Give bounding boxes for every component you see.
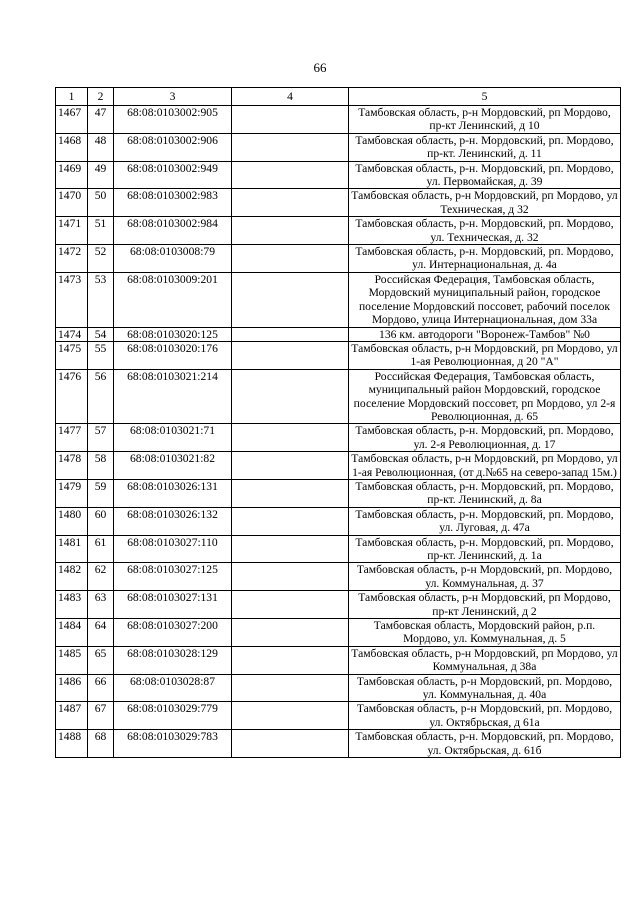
row-index-cell: 67 bbox=[88, 702, 114, 730]
row-index-cell: 63 bbox=[88, 591, 114, 619]
column-4-cell bbox=[232, 702, 349, 730]
table-body bbox=[56, 106, 621, 758]
cadastral-number-cell: 68:08:0103020:176 bbox=[114, 341, 232, 369]
cadastral-number-cell: 68:08:0103002:949 bbox=[114, 161, 232, 189]
row-index-cell: 60 bbox=[88, 507, 114, 535]
row-number-cell: 1467 bbox=[56, 106, 88, 134]
cadastral-number-cell: 68:08:0103021:71 bbox=[114, 424, 232, 452]
address-cell: Тамбовская область, р-н. Мордовский, рп. Мордово, ул. Луговая, д. 47а bbox=[349, 507, 621, 535]
table-row bbox=[56, 189, 621, 217]
row-index-cell: 57 bbox=[88, 424, 114, 452]
cadastral-number-cell: 68:08:0103009:201 bbox=[114, 272, 232, 327]
column-4-cell bbox=[232, 674, 349, 702]
row-index-cell: 54 bbox=[88, 327, 114, 341]
row-number-cell: 1484 bbox=[56, 619, 88, 647]
cadastral-number-cell: 68:08:0103026:132 bbox=[114, 507, 232, 535]
table-row bbox=[56, 452, 621, 480]
cadastral-number-cell: 68:08:0103008:79 bbox=[114, 245, 232, 273]
table-row bbox=[56, 535, 621, 563]
cadastral-number-cell: 68:08:0103002:984 bbox=[114, 217, 232, 245]
row-number-cell: 1480 bbox=[56, 507, 88, 535]
address-cell: Тамбовская область, Мордовский район, р.п. Мордово, ул. Коммунальная, д. 5 bbox=[349, 619, 621, 647]
table-row bbox=[56, 369, 621, 424]
registry-table bbox=[55, 87, 621, 758]
table-row bbox=[56, 106, 621, 134]
table-row bbox=[56, 245, 621, 273]
column-header-1: 1 bbox=[56, 88, 88, 106]
column-header-5: 5 bbox=[349, 88, 621, 106]
table-row bbox=[56, 674, 621, 702]
address-cell: Тамбовская область, р-н Мордовский, рп. Мордово, ул. Коммунальная, д. 40а bbox=[349, 674, 621, 702]
row-number-cell: 1468 bbox=[56, 133, 88, 161]
column-4-cell bbox=[232, 730, 349, 758]
table-row bbox=[56, 424, 621, 452]
address-cell: Тамбовская область, р-н Мордовский, рп Мордово, пр-кт Ленинский, д 2 bbox=[349, 591, 621, 619]
cadastral-number-cell: 68:08:0103002:905 bbox=[114, 106, 232, 134]
column-4-cell bbox=[232, 327, 349, 341]
table-header bbox=[56, 88, 621, 106]
row-number-cell: 1472 bbox=[56, 245, 88, 273]
cadastral-number-cell: 68:08:0103021:214 bbox=[114, 369, 232, 424]
table-row bbox=[56, 619, 621, 647]
row-number-cell: 1485 bbox=[56, 646, 88, 674]
row-index-cell: 64 bbox=[88, 619, 114, 647]
table-row bbox=[56, 217, 621, 245]
column-4-cell bbox=[232, 535, 349, 563]
column-4-cell bbox=[232, 189, 349, 217]
row-index-cell: 55 bbox=[88, 341, 114, 369]
column-4-cell bbox=[232, 245, 349, 273]
row-index-cell: 66 bbox=[88, 674, 114, 702]
row-index-cell: 49 bbox=[88, 161, 114, 189]
address-cell: Тамбовская область, р-н Мордовский, рп Мордово, ул 1-ая Революционная, (от д.№65 на северо-запад 15м.) bbox=[349, 452, 621, 480]
column-header-2: 2 bbox=[88, 88, 114, 106]
cadastral-number-cell: 68:08:0103027:125 bbox=[114, 563, 232, 591]
row-number-cell: 1473 bbox=[56, 272, 88, 327]
row-number-cell: 1476 bbox=[56, 369, 88, 424]
row-number-cell: 1486 bbox=[56, 674, 88, 702]
row-number-cell: 1487 bbox=[56, 702, 88, 730]
address-cell: Тамбовская область, р-н Мордовский, рп Мордово, пр-кт Ленинский, д 10 bbox=[349, 106, 621, 134]
table-row bbox=[56, 133, 621, 161]
cadastral-number-cell: 68:08:0103027:110 bbox=[114, 535, 232, 563]
address-cell: Тамбовская область, р-н. Мордовский, рп. Мордово, ул. Техническая, д. 32 bbox=[349, 217, 621, 245]
row-number-cell: 1477 bbox=[56, 424, 88, 452]
address-cell: Тамбовская область, р-н Мордовский, рп Мордово, ул Коммунальная, д 38а bbox=[349, 646, 621, 674]
column-4-cell bbox=[232, 161, 349, 189]
table-row bbox=[56, 161, 621, 189]
table-row bbox=[56, 591, 621, 619]
table-row bbox=[56, 730, 621, 758]
column-header-4: 4 bbox=[232, 88, 349, 106]
address-cell: Тамбовская область, р-н Мордовский, рп. Мордово, ул. Октябрьская, д 61а bbox=[349, 702, 621, 730]
cadastral-number-cell: 68:08:0103028:129 bbox=[114, 646, 232, 674]
address-cell: Тамбовская область, р-н. Мордовский, рп. Мордово, пр-кт. Ленинский, д. 11 bbox=[349, 133, 621, 161]
row-index-cell: 68 bbox=[88, 730, 114, 758]
table-row bbox=[56, 702, 621, 730]
column-4-cell bbox=[232, 646, 349, 674]
cadastral-number-cell: 68:08:0103029:783 bbox=[114, 730, 232, 758]
column-4-cell bbox=[232, 452, 349, 480]
cadastral-number-cell: 68:08:0103029:779 bbox=[114, 702, 232, 730]
row-number-cell: 1481 bbox=[56, 535, 88, 563]
address-cell: Тамбовская область, р-н Мордовский, рп. Мордово, ул. Коммунальная, д. 37 bbox=[349, 563, 621, 591]
cadastral-number-cell: 68:08:0103020:125 bbox=[114, 327, 232, 341]
row-number-cell: 1471 bbox=[56, 217, 88, 245]
column-4-cell bbox=[232, 106, 349, 134]
table-row bbox=[56, 479, 621, 507]
row-number-cell: 1470 bbox=[56, 189, 88, 217]
row-number-cell: 1469 bbox=[56, 161, 88, 189]
row-number-cell: 1483 bbox=[56, 591, 88, 619]
column-header-3: 3 bbox=[114, 88, 232, 106]
row-index-cell: 56 bbox=[88, 369, 114, 424]
row-index-cell: 59 bbox=[88, 479, 114, 507]
address-cell: 136 км. автодороги "Воронеж-Тамбов" №0 bbox=[349, 327, 621, 341]
row-number-cell: 1478 bbox=[56, 452, 88, 480]
row-index-cell: 48 bbox=[88, 133, 114, 161]
cadastral-number-cell: 68:08:0103026:131 bbox=[114, 479, 232, 507]
row-number-cell: 1479 bbox=[56, 479, 88, 507]
row-index-cell: 58 bbox=[88, 452, 114, 480]
cadastral-number-cell: 68:08:0103021:82 bbox=[114, 452, 232, 480]
row-index-cell: 53 bbox=[88, 272, 114, 327]
column-4-cell bbox=[232, 424, 349, 452]
table-row bbox=[56, 341, 621, 369]
page-number: 66 bbox=[313, 60, 327, 75]
row-number-cell: 1475 bbox=[56, 341, 88, 369]
column-4-cell bbox=[232, 369, 349, 424]
address-cell: Тамбовская область, р-н Мордовский, рп Мордово, ул Техническая, д 32 bbox=[349, 189, 621, 217]
header-row bbox=[56, 88, 621, 106]
column-4-cell bbox=[232, 133, 349, 161]
table-row bbox=[56, 507, 621, 535]
row-number-cell: 1488 bbox=[56, 730, 88, 758]
cadastral-number-cell: 68:08:0103028:87 bbox=[114, 674, 232, 702]
address-cell: Тамбовская область, р-н. Мордовский, рп. Мордово, пр-кт. Ленинский, д. 8а bbox=[349, 479, 621, 507]
column-4-cell bbox=[232, 341, 349, 369]
cadastral-number-cell: 68:08:0103027:131 bbox=[114, 591, 232, 619]
column-4-cell bbox=[232, 563, 349, 591]
address-cell: Тамбовская область, р-н. Мордовский, рп. Мордово, ул. Первомайская, д. 39 bbox=[349, 161, 621, 189]
row-index-cell: 52 bbox=[88, 245, 114, 273]
row-index-cell: 61 bbox=[88, 535, 114, 563]
column-4-cell bbox=[232, 507, 349, 535]
cadastral-number-cell: 68:08:0103002:983 bbox=[114, 189, 232, 217]
row-index-cell: 65 bbox=[88, 646, 114, 674]
table-row bbox=[56, 563, 621, 591]
address-cell: Тамбовская область, р-н. Мордовский, рп. Мордово, ул. Интернациональная, д. 4а bbox=[349, 245, 621, 273]
column-4-cell bbox=[232, 479, 349, 507]
row-index-cell: 62 bbox=[88, 563, 114, 591]
address-cell: Тамбовская область, р-н. Мордовский, рп. Мордово, пр-кт. Ленинский, д. 1а bbox=[349, 535, 621, 563]
column-4-cell bbox=[232, 217, 349, 245]
table-row bbox=[56, 327, 621, 341]
address-cell: Российская Федерация, Тамбовская область, муниципальный район Мордовский, городское поселение Мордовский поссовет, рп Мордово, ул 2-я Революционная, д. 65 bbox=[349, 369, 621, 424]
row-number-cell: 1482 bbox=[56, 563, 88, 591]
address-cell: Тамбовская область, р-н Мордовский, рп Мордово, ул 1-ая Революционная, д 20 "А" bbox=[349, 341, 621, 369]
cadastral-number-cell: 68:08:0103027:200 bbox=[114, 619, 232, 647]
table-row bbox=[56, 646, 621, 674]
row-index-cell: 47 bbox=[88, 106, 114, 134]
row-index-cell: 50 bbox=[88, 189, 114, 217]
address-cell: Тамбовская область, р-н. Мордовский, рп. Мордово, ул. Октябрьская, д. 61б bbox=[349, 730, 621, 758]
row-number-cell: 1474 bbox=[56, 327, 88, 341]
address-cell: Российская Федерация, Тамбовская область, Мордовский муниципальный район, городское поселение Мордовский поссовет, рабочий поселок Мордово, улица Интернациональная, дом 33а bbox=[349, 272, 621, 327]
table-row bbox=[56, 272, 621, 327]
address-cell: Тамбовская область, р-н. Мордовский, рп. Мордово, ул. 2-я Революционная, д. 17 bbox=[349, 424, 621, 452]
column-4-cell bbox=[232, 591, 349, 619]
row-index-cell: 51 bbox=[88, 217, 114, 245]
column-4-cell bbox=[232, 619, 349, 647]
cadastral-number-cell: 68:08:0103002:906 bbox=[114, 133, 232, 161]
column-4-cell bbox=[232, 272, 349, 327]
